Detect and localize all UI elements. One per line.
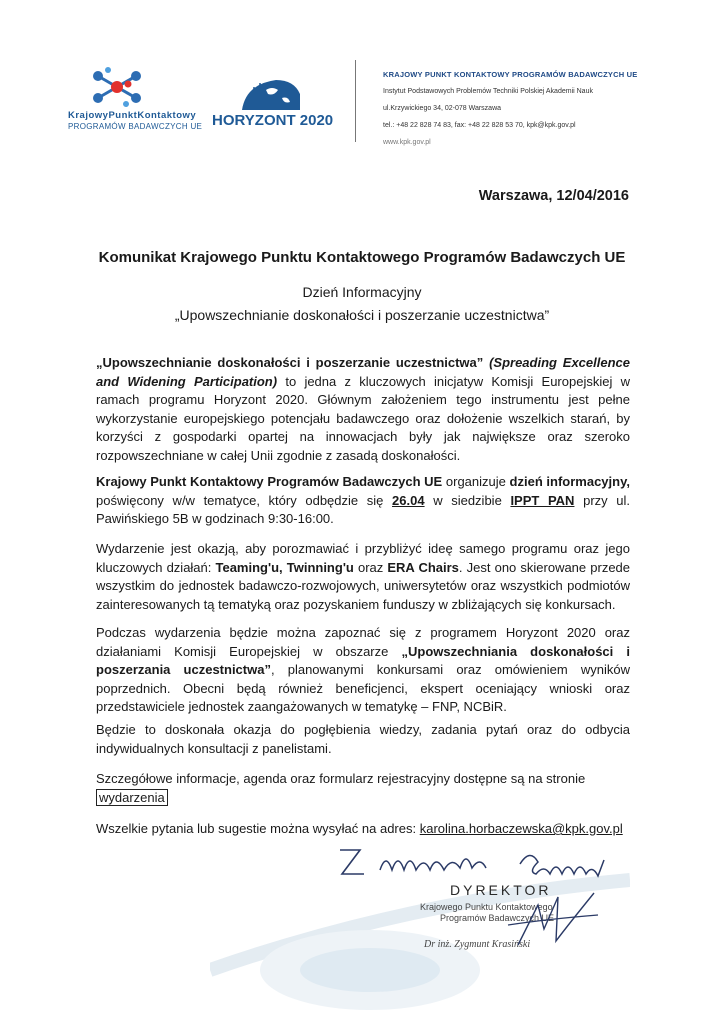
- event-name-subtitle: „Upowszechnianie doskonałości i poszerzanie uczestnictwa”: [174, 307, 550, 323]
- paragraph-opportunity: Będzie to doskonała okazja do pogłębienia wiedzy, zadania pytań oraz do odbycia indywidualnych konsultacji z panelistami.: [96, 722, 630, 756]
- event-type-subtitle: Dzień Informacyjny: [302, 284, 422, 300]
- paragraph-details: [96, 770, 630, 807]
- paragraph-intro: [96, 354, 630, 465]
- contact-title: KRAJOWY PUNKT KONTAKTOWY PROGRAMÓW BADAWCZYCH UE: [383, 70, 638, 79]
- globe-icon: [236, 76, 306, 112]
- contact-text: Wszelkie pytania lub sugestie można wysyłać na adres:: [96, 821, 420, 836]
- actions-text-1: Wydarzenie jest okazją, aby porozmawiać i przybliżyć ideę samego programu oraz jego kluczowych działań:: [96, 541, 630, 575]
- paragraph-program: [96, 624, 630, 717]
- horizon-2020-logo: [210, 76, 345, 132]
- event-text-1: organizuje: [442, 474, 510, 489]
- paragraph-actions: [96, 540, 630, 614]
- intro-bold-quote: „Upowszechnianie doskonałości i poszerzanie uczestnictwa”: [96, 355, 484, 370]
- horizon-2020-text: HORYZONT 2020: [212, 112, 334, 129]
- contact-institute: Instytut Podstawowych Problemów Techniki Polskiej Akademii Nauk: [383, 88, 593, 95]
- contact-block: [383, 66, 713, 151]
- kpk-molecule-icon: [90, 66, 144, 108]
- kpk-logo-line2: PROGRAMÓW BADAWCZYCH UE: [68, 122, 203, 131]
- contact-email-link[interactable]: karolina.horbaczewska@kpk.gov.pl: [419, 821, 623, 836]
- program-bold-quote: „Upowszechniania doskonałości i poszerzania uczestnictwa”: [96, 643, 630, 677]
- stamp-line-1: Krajowego Punktu Kontaktowego: [420, 902, 553, 912]
- organizer-name: Krajowy Punkt Kontaktowy Programów Badawczych UE: [96, 474, 443, 489]
- intro-text: to jedna z kluczowych inicjatyw Komisji Europejskiej w ramach programu Horyzont 2020. Głównym założeniem tego instrumentu jest pełne wykorzystanie europejskiego potencjału badawczego oraz dołożenie wszelkich starań, by korzyści z gospodarki opartej na innowacjach były jak największe oraz szeroko rozpowszechniane w całej Unii zgodnie z zasadą doskonałości.: [96, 373, 630, 463]
- contact-phone: tel.: +48 22 828 74 83, fax: +48 22 828 53 70, kpk@kpk.gov.pl: [383, 122, 576, 129]
- stamp-line-2: Programów Badawczych UE: [440, 913, 555, 923]
- event-type: dzień informacyjny,: [509, 474, 630, 489]
- event-date: 26.04: [392, 492, 425, 508]
- actions-text-3: . Jest ono skierowane przede wszystkim do jednostek badawczo-rozwojowych, uniwersytetów oraz wszystkich podmiotów zainteresowanych tą tematyką oraz pozyskaniem funduszy w zbliżających się konkursach.: [96, 559, 631, 612]
- program-text-1: Podczas wydarzenia będzie można zapoznać się z programem Horyzont 2020 oraz działaniami Komisji Europejskiej w obszarze: [96, 625, 630, 659]
- events-link[interactable]: wydarzenia: [96, 789, 168, 806]
- event-text-3: w siedzibie: [424, 492, 511, 508]
- paragraph-contact: [96, 820, 630, 839]
- details-text: Szczegółowe informacje, agenda oraz formularz rejestracyjny dostępne są na stronie: [96, 771, 586, 786]
- event-text-4: przy ul. Pawińskiego 5B w godzinach 9:30-16:00.: [96, 492, 631, 526]
- dateline: Warszawa, 12/04/2016: [478, 188, 629, 204]
- communique-title: Komunikat Krajowego Punktu Kontaktowego Programów Badawczych UE: [98, 249, 626, 266]
- event-text-2: poświęcony w/w tematyce, który odbędzie się: [96, 492, 393, 508]
- contact-website-link[interactable]: www.kpk.gov.pl: [383, 139, 431, 146]
- intro-english-name: (Spreading Excellence and Widening Participation): [96, 355, 630, 389]
- event-venue: IPPT PAN: [510, 492, 575, 508]
- kpk-logo-line1: KrajowyPunktKontaktowy: [68, 110, 197, 121]
- handwriting-icon: [330, 840, 630, 884]
- program-text-2: , planowanymi konkursami oraz omówieniem wyników poprzednich. Obecni będą również beneficjenci, ekspert oceniający wnioski oraz przedstawiciele jednostek zaangażowanych w tematykę – FNP, NCBiR.: [96, 662, 630, 714]
- contact-address: ul.Krzywickiego 34, 02-078 Warszawa: [383, 105, 502, 112]
- stamp-title: DYREKTOR: [450, 882, 552, 898]
- actions-text-2: oraz: [353, 559, 388, 575]
- stamp-name: Dr inż. Zygmunt Krasiński: [424, 939, 531, 950]
- kpk-logo: [66, 66, 216, 138]
- header-divider: [355, 60, 356, 142]
- signature-icon: [498, 885, 608, 955]
- actions-era-chairs: ERA Chairs: [387, 559, 459, 575]
- paragraph-event-details: [96, 473, 630, 529]
- actions-teaming-twinning: Teaming'u, Twinning'u: [215, 559, 354, 575]
- director-signature: [498, 885, 608, 960]
